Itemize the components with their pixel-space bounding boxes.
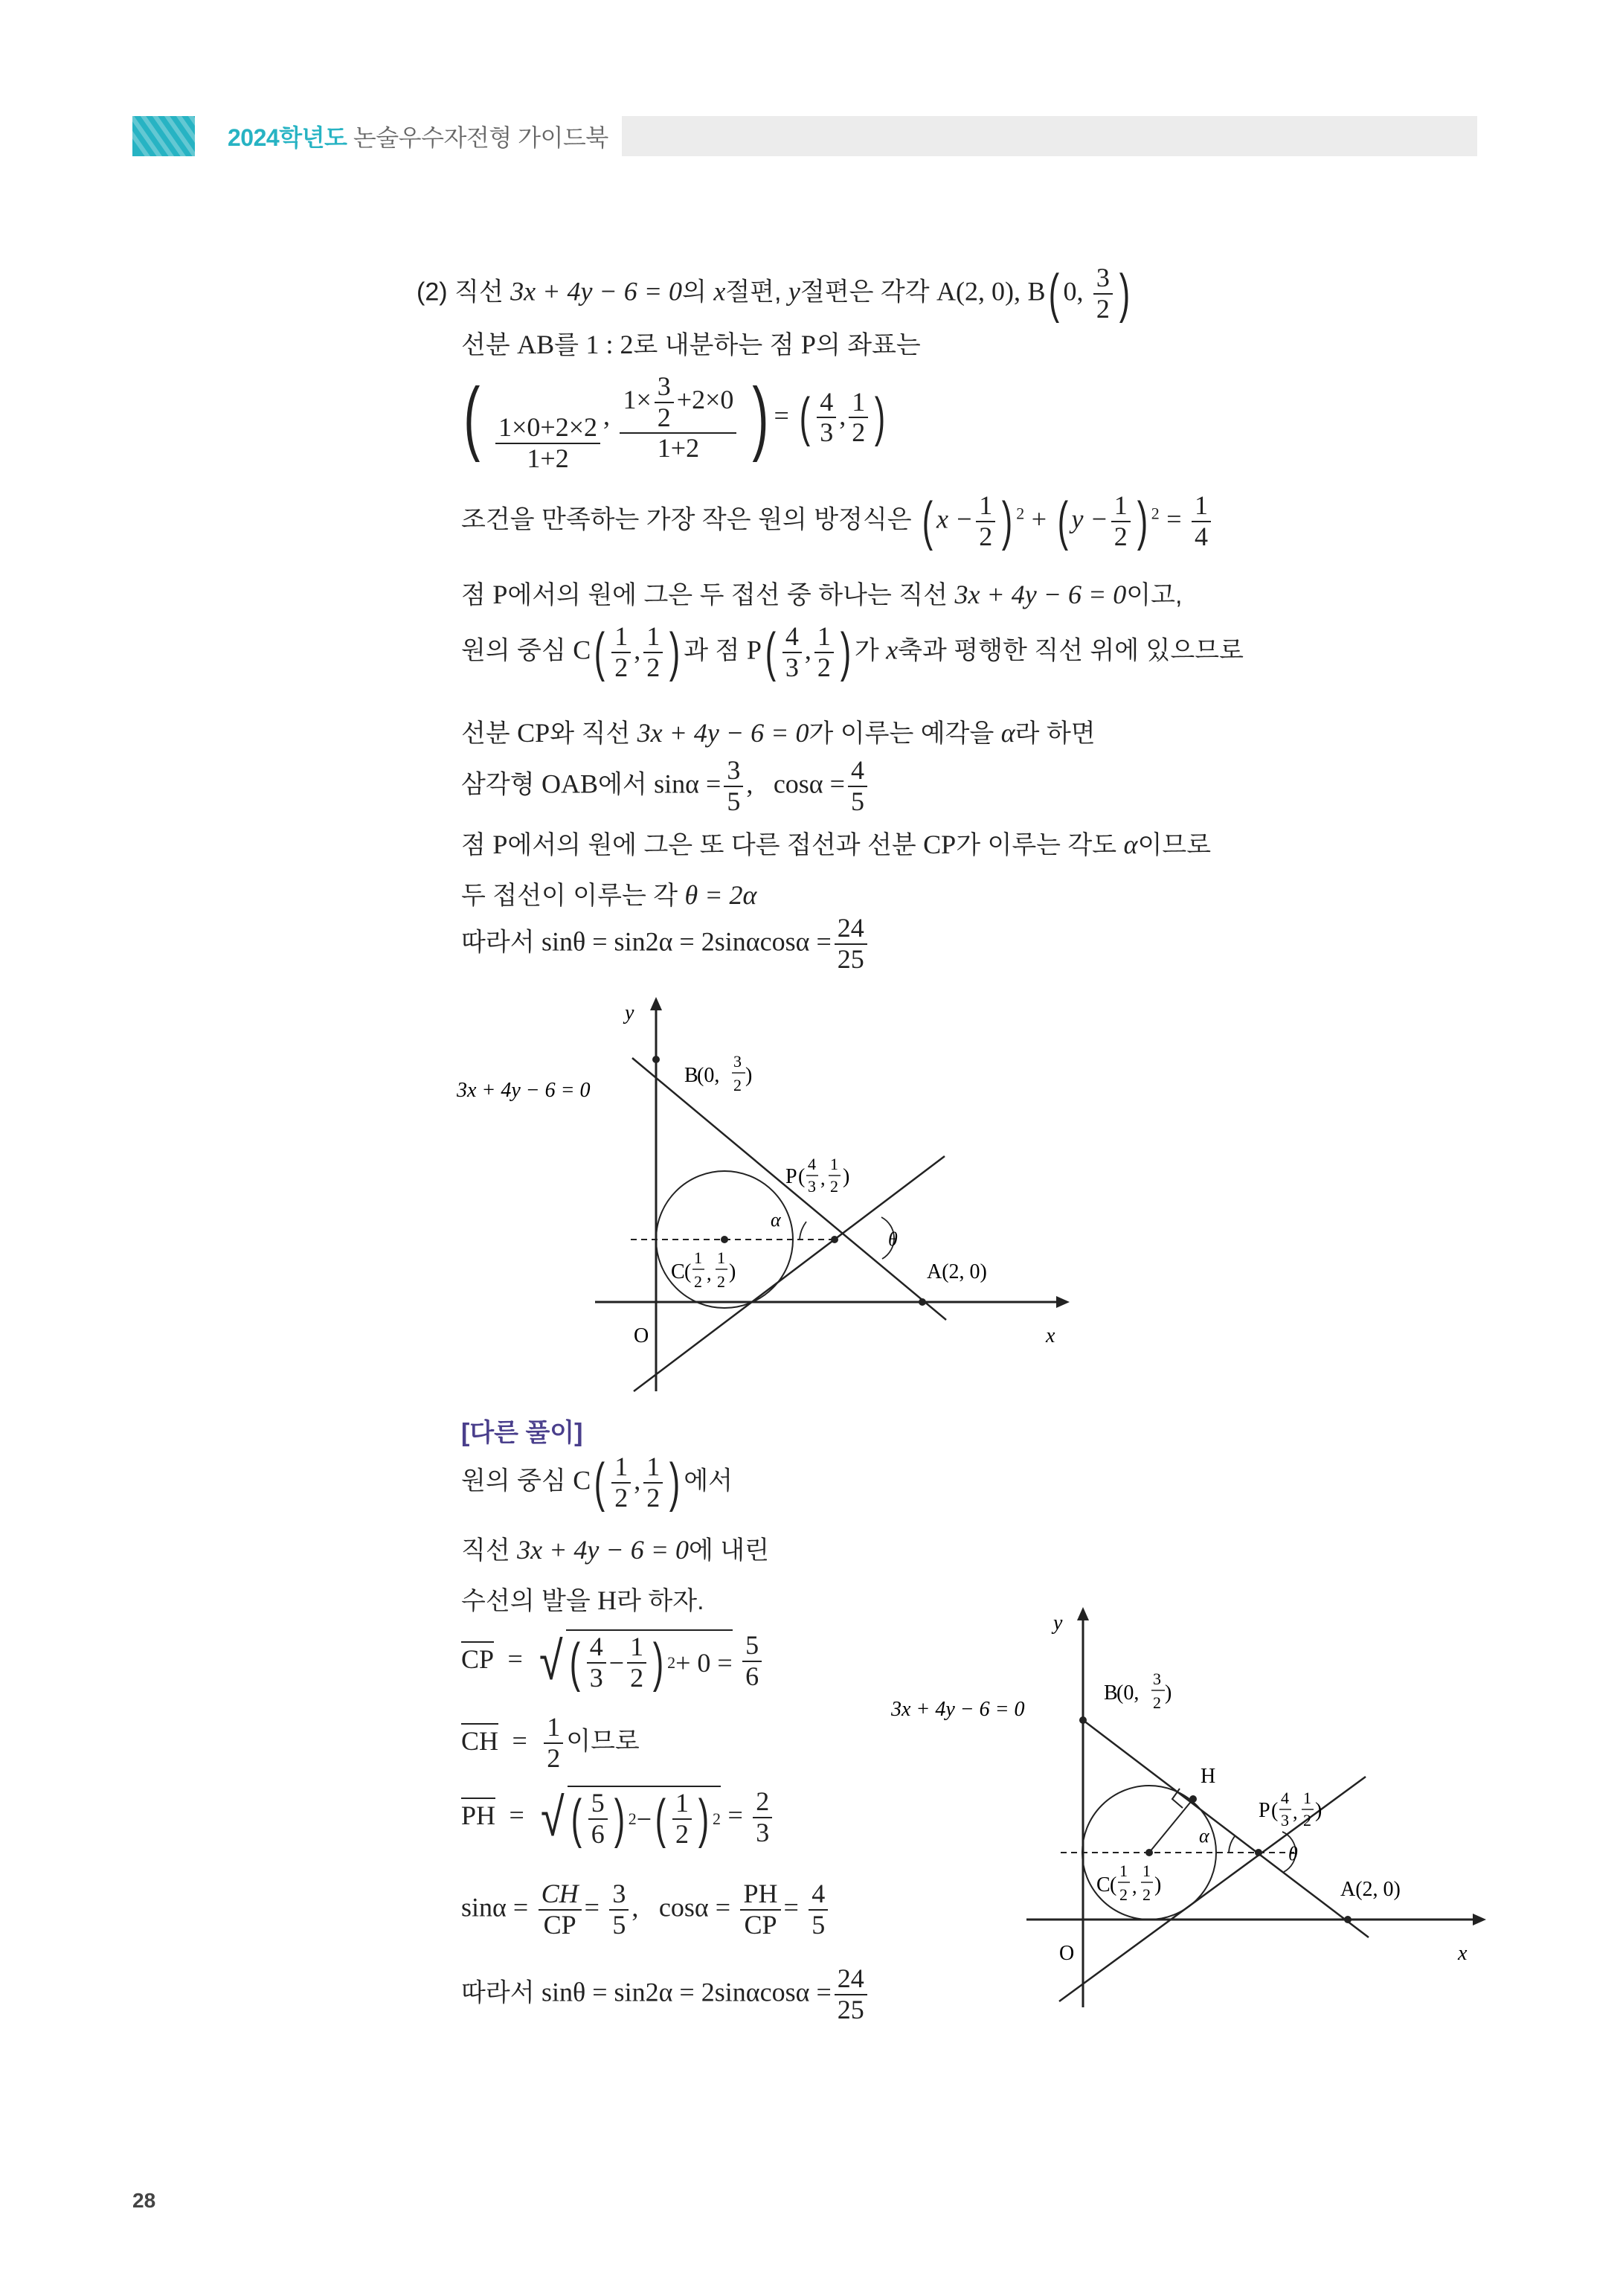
paren: ( (463, 371, 481, 464)
figure-2-diagram (878, 1600, 1495, 2016)
fraction (976, 491, 995, 551)
part2-line10 (461, 875, 756, 911)
text: 에서 (684, 1466, 733, 1495)
text: 따라서 (461, 928, 535, 957)
point-P-dot (1255, 1849, 1262, 1856)
fraction (835, 1964, 867, 2024)
fraction (849, 388, 868, 448)
num: 6 (591, 1818, 605, 1849)
point-A: A(2, 0), (936, 276, 1021, 307)
text: 이므로 (566, 1727, 640, 1756)
text: 축과 평행한 직선 위에 있으므로 (898, 636, 1244, 665)
fig1-paren: ( (798, 1165, 806, 1188)
num: 1× (623, 384, 652, 414)
alpha-arc (800, 1222, 806, 1240)
exponent: 2 (1151, 504, 1160, 523)
fraction (611, 1452, 631, 1513)
num: CP (543, 1909, 576, 1940)
part2-line7 (461, 713, 1096, 749)
num: 1+2 (527, 443, 569, 473)
fig2-comma: , (1132, 1876, 1137, 1897)
num: 2 (646, 652, 661, 682)
paren: ( (1049, 263, 1060, 324)
paren: ) (1119, 263, 1131, 324)
fig1-label-C: C (671, 1260, 685, 1283)
num: 1 (544, 1713, 563, 1744)
alpha-arc (1229, 1836, 1235, 1853)
header-accent-block (132, 116, 195, 156)
exponent: 2 (713, 1809, 721, 1828)
alt-line3 (461, 1580, 704, 1617)
paren: ) (752, 371, 769, 464)
text: 삼각형 (461, 770, 535, 799)
num: 5 (612, 1909, 626, 1940)
fig2-num: 1 (1119, 1862, 1128, 1880)
fraction (753, 1787, 772, 1847)
x-axis-arrow (1473, 1914, 1486, 1925)
text: 를 (554, 331, 579, 359)
text: 원의 중심 (461, 636, 566, 665)
text: 의 좌표는 (815, 331, 921, 359)
y-axis-arrow (1077, 1607, 1089, 1620)
fig2-num: 3 (1153, 1670, 1161, 1688)
num: 2 (979, 521, 993, 551)
fraction (782, 622, 802, 682)
num: 5 (812, 1909, 826, 1940)
num: 25 (837, 943, 864, 974)
fig1-num: 2 (717, 1272, 725, 1291)
fraction (672, 1789, 692, 1849)
text: 직선 (454, 278, 504, 307)
fig2-label-O: O (1059, 1942, 1075, 1965)
fig2-label-H: H (1201, 1765, 1216, 1788)
header-guide-name: 논술우수자전형 가이드북 (353, 124, 608, 151)
point-A-dot (1344, 1916, 1352, 1923)
num: 2 (1096, 293, 1110, 324)
fraction (609, 1879, 629, 1940)
part2-line9 (461, 824, 1211, 861)
fraction (655, 372, 674, 432)
fig1-equation-label: 3x + 4y − 6 = 0 (457, 1079, 591, 1102)
num: 1 (643, 1452, 663, 1484)
fig1-label-A: A(2, 0) (927, 1260, 987, 1283)
point-C-dot (1145, 1849, 1153, 1856)
fraction (740, 1879, 780, 1940)
fig2-label-x: x (1458, 1942, 1468, 1965)
paren: ( (571, 1789, 582, 1849)
text: 가 이루는 각도 (956, 831, 1117, 859)
text: 에서의 원에 그은 두 접선 중 하나는 직선 (507, 581, 948, 609)
num: 1 (1192, 491, 1211, 522)
segment-PH: PH (461, 1798, 495, 1830)
point-H: H (597, 1585, 617, 1615)
fig1-label-alpha: α (771, 1209, 781, 1231)
paren: ( (569, 1632, 580, 1693)
num: 6 (745, 1661, 759, 1691)
num: 1 (672, 1789, 692, 1820)
num: 1 (611, 1452, 631, 1484)
point-P: P (492, 580, 508, 609)
num: 4 (1194, 521, 1208, 551)
text: 가 (854, 636, 879, 665)
point-B-dot (652, 1056, 660, 1063)
fig2-num: 4 (1281, 1789, 1289, 1807)
exponent: 2 (667, 1652, 676, 1672)
paren: ( (765, 622, 777, 682)
part2-circle-equation: 조건을 만족하는 가장 작은 원의 방정식은 ( x − $\frac{1}{2}$ ) $^2$ + ( y − $\frac{1}{2}$ ) $^2$ = $\frac{1}{4}$ (461, 491, 1214, 551)
fraction (742, 1631, 762, 1691)
fraction-x (495, 413, 600, 473)
fig2-label-y: y (1053, 1612, 1063, 1635)
header-title (228, 119, 608, 153)
text: 절편은 각각 (800, 278, 930, 307)
fraction-y (620, 372, 736, 464)
num: 4 (848, 756, 867, 787)
fraction (588, 1789, 608, 1849)
sin-theta-equation: sinθ = sin2α = 2sinαcosα = (541, 1977, 832, 2007)
fraction (587, 1632, 606, 1693)
num: 5 (727, 786, 741, 816)
text: 두 접선이 이루는 각 (461, 882, 678, 910)
num: 25 (837, 1994, 864, 2024)
paren: ( (594, 1452, 605, 1513)
num: 0 (1063, 276, 1077, 307)
num: PH (740, 1879, 780, 1911)
fraction (643, 1452, 663, 1513)
num: 1 (627, 1632, 646, 1664)
num: 1 (814, 622, 834, 653)
text: 수선의 발을 (461, 1587, 591, 1615)
fig2-num: 1 (1303, 1789, 1311, 1807)
text: 선분 (461, 719, 510, 748)
fig1-label-P: P (785, 1165, 797, 1188)
y-axis-arrow (650, 997, 662, 1010)
text: 점 (461, 831, 486, 859)
text: 에서의 원에 그은 또 다른 접선과 선분 (507, 831, 916, 859)
alt-ch-length: CH = $\frac{1}{2}$ 이므로 (461, 1712, 640, 1773)
num: 2 (817, 652, 831, 682)
fig1-num: 2 (830, 1177, 838, 1196)
num: 1+2 (657, 433, 700, 464)
paren: ) (1137, 491, 1148, 551)
point-P: P (492, 830, 508, 859)
fig1-num: 3 (733, 1052, 742, 1071)
num: 2 (630, 1662, 644, 1693)
sqrt: √ ( $\frac{5}{6}$ ) 2 − ( $\frac{1}{2}$ ) 2 (538, 1786, 721, 1849)
segment-CP: CP (923, 830, 957, 859)
part2-line8: 삼각형 OAB에서 sinα = $\frac{3}{5}$ , cosα = $\frac{4}{5}$ (461, 756, 870, 816)
fig1-label-y: y (625, 1001, 634, 1024)
paren: ( (594, 622, 605, 682)
segment-AB: AB (517, 330, 555, 359)
part2-line1: (2) 직선 3x + 4y − 6 = 0의 x절편, y절편은 각각 A(2, 0), B( 0, $\frac{3}{2}$ ) (417, 263, 1131, 324)
fig2-num: 1 (1142, 1862, 1151, 1880)
page-number: 28 (132, 2189, 156, 2212)
point-P: P (746, 635, 762, 665)
theta-equation: θ = 2α (684, 880, 757, 910)
num: 4 (809, 1879, 828, 1911)
fraction (1093, 263, 1113, 324)
alpha: α (1123, 830, 1138, 859)
segment-CP: CP (517, 718, 550, 748)
point-C-dot (721, 1236, 728, 1243)
num: 4 (587, 1632, 606, 1664)
fraction (724, 756, 743, 816)
num: 3 (1093, 263, 1113, 295)
num: 2 (614, 652, 629, 682)
num: 3 (756, 1817, 770, 1847)
paren: ) (652, 1632, 664, 1693)
text: 점 (461, 581, 486, 609)
fraction (1192, 491, 1211, 551)
num: 3 (609, 1879, 629, 1911)
fig2-label-theta: θ (1288, 1843, 1298, 1864)
paren: ( (655, 1789, 666, 1849)
fig1-num: 1 (717, 1248, 725, 1267)
alt-ph-length: PH = √ ( $\frac{5}{6}$ ) 2 − ( $\frac{1}{2}$ ) 2 = $\frac{2}{3}$ (461, 1786, 775, 1849)
alpha: α (1000, 718, 1015, 748)
point-P: P (800, 330, 816, 359)
fig2-label-B-coords: (0, (1116, 1681, 1140, 1705)
text: 따라서 (461, 1978, 535, 2007)
fig1-num: 2 (694, 1272, 702, 1291)
fig1-num: 1 (694, 1248, 702, 1267)
alt-sin-cos: sinα = $\frac{CH}{CP}$ = $\frac{3}{5}$ , cosα = $\frac{PH}{CP}$ = $\frac{4}{5}$ (461, 1879, 831, 1940)
paren: ) (1002, 491, 1013, 551)
fig2-label-B: B (1104, 1681, 1118, 1705)
fig1-paren: ) (843, 1165, 850, 1188)
text: 에서 (598, 770, 647, 799)
alt-line1: 원의 중심 C( $\frac{1}{2}$ , $\frac{1}{2}$ ) 에서 (461, 1452, 733, 1513)
num: 2 (1113, 521, 1128, 551)
part2-line6: 원의 중심 C( $\frac{1}{2}$ , $\frac{1}{2}$ ) 과 점 P( $\frac{4}{3}$ , $\frac{1}{2}$ ) 가 x축과 평행한 직선 위에 있으므로 (461, 621, 1244, 682)
num: 1×0+2×2 (495, 413, 600, 444)
part2-line2 (461, 324, 921, 361)
paren: ) (669, 622, 681, 682)
point-A-dot (919, 1298, 926, 1306)
right-angle-mark (1172, 1789, 1183, 1808)
num: 5 (742, 1631, 762, 1662)
fig1-label-theta: θ (888, 1228, 898, 1250)
num: 3 (785, 652, 799, 682)
part2-coordinate-formula: ( $\frac{1\times 0+2\times 2}{1+2}$ , 1× $\frac{3}{2}$ +2×0 1+2 ) = ( $\frac{4}{3}$ , $\frac{1}{2}$ ) (463, 371, 886, 473)
segment-CH: CH (461, 1723, 498, 1756)
point-B: B (1027, 276, 1046, 307)
num: 2 (646, 1482, 661, 1513)
part2-line11 (461, 914, 870, 974)
fraction (809, 1879, 828, 1940)
point-P-dot (831, 1236, 838, 1243)
cos-alpha: cosα = (658, 1892, 731, 1923)
tangent-line-1 (1083, 1720, 1369, 1937)
header-bar (622, 116, 1477, 156)
alt-solution-title: [다른 풀이] (461, 1419, 583, 1447)
fig2-num: 2 (1153, 1693, 1161, 1712)
point-H-dot (1189, 1795, 1197, 1803)
fig1-label-O: O (634, 1324, 649, 1347)
part2-line5 (461, 574, 1182, 611)
fraction (611, 622, 631, 682)
fraction (817, 388, 836, 448)
num: 2 (547, 1742, 561, 1773)
fig2-num: 2 (1303, 1811, 1311, 1830)
var-x: x (886, 635, 899, 665)
num: 2 (614, 1482, 629, 1513)
sqrt: √ ( $\frac{4}{3}$ − $\frac{1}{2}$ ) 2 + 0 = (536, 1629, 732, 1693)
num (620, 372, 736, 434)
text: 의 (682, 278, 707, 307)
text: 조건을 만족하는 가장 작은 원의 방정식은 (461, 505, 912, 534)
text: 에 내린 (689, 1536, 769, 1565)
num: 1 (976, 491, 995, 522)
paren: ( (922, 491, 933, 551)
fig2-label-C: C (1096, 1873, 1111, 1896)
text: 직선 (461, 1536, 510, 1565)
sin-alpha: sinα = (654, 769, 721, 799)
num: CH (539, 1879, 582, 1911)
fig2-paren: ) (1154, 1873, 1162, 1896)
line-equation: 3x + 4y − 6 = 0 (517, 1535, 689, 1565)
text: 원의 중심 (461, 1466, 566, 1495)
point-B-dot (1079, 1716, 1087, 1724)
figure-1-diagram (446, 990, 1086, 1406)
paren: ( (1057, 491, 1068, 551)
text: 과 점 (684, 636, 740, 665)
num: 1 (849, 388, 868, 419)
fraction (835, 914, 867, 974)
fig1-num: 4 (808, 1155, 816, 1173)
ratio: 1 : 2 (585, 330, 634, 359)
num: 3 (820, 417, 834, 448)
fig2-label-alpha: α (1199, 1825, 1209, 1847)
text: 라 하자. (617, 1587, 704, 1615)
triangle-OAB: OAB (541, 769, 599, 799)
num: 1 (643, 622, 663, 653)
text: 가 이루는 예각을 (809, 719, 994, 748)
alt-final (461, 1964, 870, 2024)
fig1-comma: , (820, 1167, 826, 1189)
header-year: 2024학년도 (228, 124, 347, 151)
var-y: y (788, 276, 800, 307)
num: 2 (852, 417, 866, 448)
fig2-paren: ( (1271, 1799, 1279, 1822)
num: 3 (655, 372, 674, 403)
paren: ) (698, 1789, 710, 1849)
var-x: x (713, 276, 726, 307)
exponent: 2 (628, 1809, 637, 1828)
num: 4 (817, 388, 836, 419)
paren: ) (840, 622, 852, 682)
fig2-paren: ) (1165, 1681, 1172, 1705)
num: 2 (675, 1818, 690, 1849)
fig2-paren: ( (1110, 1873, 1117, 1896)
paren: ) (614, 1789, 625, 1849)
exponent: 2 (1016, 504, 1025, 523)
num: CP (744, 1909, 777, 1940)
num: 24 (835, 914, 867, 945)
num: 5 (850, 786, 864, 816)
fig2-label-A: A(2, 0) (1340, 1878, 1401, 1901)
fraction (1111, 491, 1131, 551)
fig1-paren: ) (745, 1064, 753, 1087)
line-equation: 3x + 4y − 6 = 0 (637, 718, 809, 748)
num: 5 (588, 1789, 608, 1820)
fig1-num: 2 (733, 1076, 742, 1094)
num: 2 (753, 1787, 772, 1818)
num: 3 (589, 1662, 603, 1693)
fig1-label-x: x (1046, 1324, 1055, 1347)
fraction (848, 756, 867, 816)
alt-line2 (461, 1530, 769, 1566)
text: 로 내분하는 점 (633, 331, 794, 359)
fig2-num: 3 (1281, 1811, 1289, 1830)
num: 3 (724, 756, 743, 787)
fig1-num: 3 (808, 1177, 816, 1196)
text: + 0 = (675, 1647, 733, 1678)
text: 이므로 (1137, 831, 1212, 859)
fraction (539, 1879, 582, 1940)
fig1-paren: ) (729, 1260, 736, 1283)
num: 1 (1111, 491, 1131, 522)
num: +2×0 (676, 384, 734, 414)
num: 1 (611, 622, 631, 653)
part-label: (2) (417, 278, 448, 307)
sin-theta-equation: sinθ = sin2α = 2sinαcosα = (541, 926, 832, 957)
paren: ) (875, 388, 886, 448)
sin-alpha: sinα = (461, 1892, 529, 1923)
text: 라 하면 (1015, 719, 1096, 748)
fig2-paren: ) (1315, 1799, 1322, 1822)
paren: ) (669, 1452, 681, 1513)
fig1-label-B: B (684, 1064, 698, 1087)
fraction (643, 622, 663, 682)
fig2-label-P: P (1259, 1799, 1270, 1822)
num: 4 (782, 622, 802, 653)
text: 선분 (461, 331, 510, 359)
text: 이고, (1126, 581, 1183, 609)
num: 24 (835, 1964, 867, 1995)
cos-alpha: cosα = (773, 769, 845, 799)
line-equation: 3x + 4y − 6 = 0 (510, 276, 683, 307)
fraction (627, 1632, 646, 1693)
fig1-comma: , (707, 1263, 712, 1284)
fig2-comma: , (1293, 1801, 1298, 1823)
fraction (814, 622, 834, 682)
fraction (544, 1713, 563, 1773)
text: 와 직선 (550, 719, 631, 748)
fig2-num: 2 (1119, 1885, 1128, 1904)
line-equation: 3x + 4y − 6 = 0 (954, 580, 1127, 609)
segment-CP: CP (461, 1641, 494, 1674)
num: 2 (657, 402, 671, 432)
fig1-num: 1 (830, 1155, 838, 1173)
fig1-label-B-coords: (0, (697, 1064, 720, 1087)
text: 절편, (725, 278, 782, 307)
x-axis-arrow (1056, 1296, 1070, 1308)
fig1-paren: ( (684, 1260, 692, 1283)
fig2-equation-label: 3x + 4y − 6 = 0 (891, 1698, 1025, 1721)
alt-cp-length: CP = √ ( $\frac{4}{3}$ − $\frac{1}{2}$ ) 2 + 0 = $\frac{5}{6}$ (461, 1629, 765, 1693)
segment-CH-line (1149, 1799, 1193, 1853)
paren: ( (800, 388, 811, 448)
fig2-num: 2 (1142, 1885, 1151, 1904)
